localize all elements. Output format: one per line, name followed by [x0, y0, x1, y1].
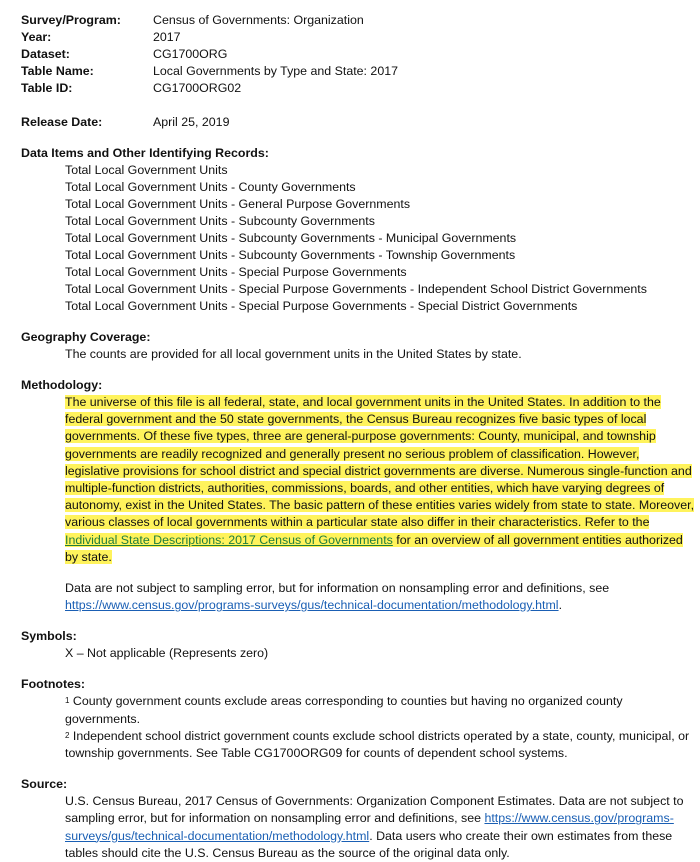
data-item: Total Local Government Units - Special Purpose Governments	[65, 265, 407, 279]
data-item: Total Local Government Units - Special Purpose Governments - Special District Governments	[65, 299, 578, 313]
meta-value: 2017	[153, 30, 181, 44]
metadata-block	[21, 12, 696, 131]
meta-value: April 25, 2019	[153, 115, 230, 129]
data-items-section	[21, 145, 696, 315]
data-item: Total Local Government Units - Subcounty Governments - Municipal Governments	[65, 231, 517, 245]
highlighted-text: for an overview of all government entities authorized by state.	[65, 532, 683, 564]
section-title: Footnotes:	[21, 677, 86, 692]
meta-release-date	[21, 114, 696, 131]
sampling-error-text: Data are not subject to sampling error, but for information on nonsampling error and definitions, see	[65, 581, 610, 596]
footnote-text: Independent school district government counts exclude school districts operated by a state, county, municipal, or township governments. See Table CG1700ORG09 for counts of dependent school systems.	[65, 728, 690, 761]
symbols-section	[21, 628, 696, 662]
section-title: Source:	[21, 777, 68, 792]
meta-table-id	[21, 80, 696, 97]
meta-value: Local Governments by Type and State: 2017	[153, 64, 398, 78]
data-item: Total Local Government Units	[65, 163, 228, 177]
section-title: Symbols:	[21, 629, 77, 644]
meta-table-name	[21, 63, 696, 80]
meta-value: CG1700ORG	[153, 47, 228, 61]
meta-dataset	[21, 46, 696, 63]
footnote-text: County government counts exclude areas corresponding to counties but having no organized county governments.	[65, 694, 623, 726]
data-item: Total Local Government Units - County Governments	[65, 180, 356, 194]
footnote	[21, 728, 696, 762]
sampling-error-paragraph	[21, 580, 696, 614]
source-paragraph	[21, 793, 696, 862]
meta-label: Survey/Program:	[21, 13, 121, 27]
footnote	[21, 693, 696, 727]
data-item: Total Local Government Units - Special Purpose Governments - Independent School District Governments	[65, 282, 647, 296]
section-title: Geography Coverage:	[21, 330, 151, 344]
section-title: Methodology:	[21, 378, 103, 392]
data-item: Total Local Government Units - Subcounty Governments	[65, 214, 375, 228]
section-title: Data Items and Other Identifying Records:	[21, 146, 269, 160]
meta-label: Release Date:	[21, 115, 103, 129]
source-section	[21, 776, 696, 862]
meta-year	[21, 29, 696, 46]
source-text: . Data users who create their own estimates from these tables should cite the U.S. Census Bureau as the source of the original data only.	[65, 828, 673, 860]
symbol-definition: X – Not applicable (Represents zero)	[65, 646, 269, 661]
source-text: U.S. Census Bureau, 2017 Census of Governments: Organization Component Estimates. Data are not subject to sampling error, but for information on nonsampling error and definitions, see	[65, 794, 684, 826]
document-page	[21, 12, 696, 862]
meta-survey-program	[21, 12, 696, 29]
methodology-paragraph	[21, 394, 696, 566]
data-item: Total Local Government Units - General Purpose Governments	[65, 197, 411, 211]
meta-label: Table Name:	[21, 64, 94, 78]
footnote-number: 2	[65, 730, 70, 740]
data-item: Total Local Government Units - Subcounty Governments - Township Governments	[65, 248, 516, 262]
methodology-section	[21, 377, 696, 614]
geography-text: The counts are provided for all local government units in the United States by state.	[65, 347, 522, 361]
methodology-link[interactable]: https://www.census.gov/programs-surveys/gus/technical-documentation/methodology.html	[65, 598, 559, 613]
footnote-number: 1	[65, 696, 70, 706]
meta-label: Dataset:	[21, 47, 70, 61]
source-methodology-link[interactable]: https://www.census.gov/programs-surveys/gus/technical-documentation/methodology.html	[65, 811, 674, 843]
highlighted-text: The universe of this file is all federal, state, and local government units in the United States. In addition to the federal government and the 50 state governments, the Census Bureau recognizes five basic types of local governments. Of these five types, three are general-purpose governments: County, municipal, and township governments are readily recognized and generally present no serious problem of classification. However, legislative provisions for school district and special district governments are diverse. Numerous single-function and multiple-function districts, authorities, commissions, boards, and other entities, which have varying degrees of autonomy, exist in the United States. The basic pattern of these entities varies widely from state to state. Moreover, various classes of local governments within a particular state also differ in their characteristics. Refer to the	[65, 395, 695, 530]
geography-section	[21, 329, 696, 363]
meta-value: Census of Governments: Organization	[153, 13, 364, 27]
meta-label: Year:	[21, 30, 52, 44]
period: .	[558, 598, 563, 613]
state-descriptions-link[interactable]: Individual State Descriptions: 2017 Census of Governments	[65, 532, 393, 547]
meta-value: CG1700ORG02	[153, 81, 242, 95]
meta-label: Table ID:	[21, 81, 73, 95]
footnotes-section	[21, 676, 696, 762]
